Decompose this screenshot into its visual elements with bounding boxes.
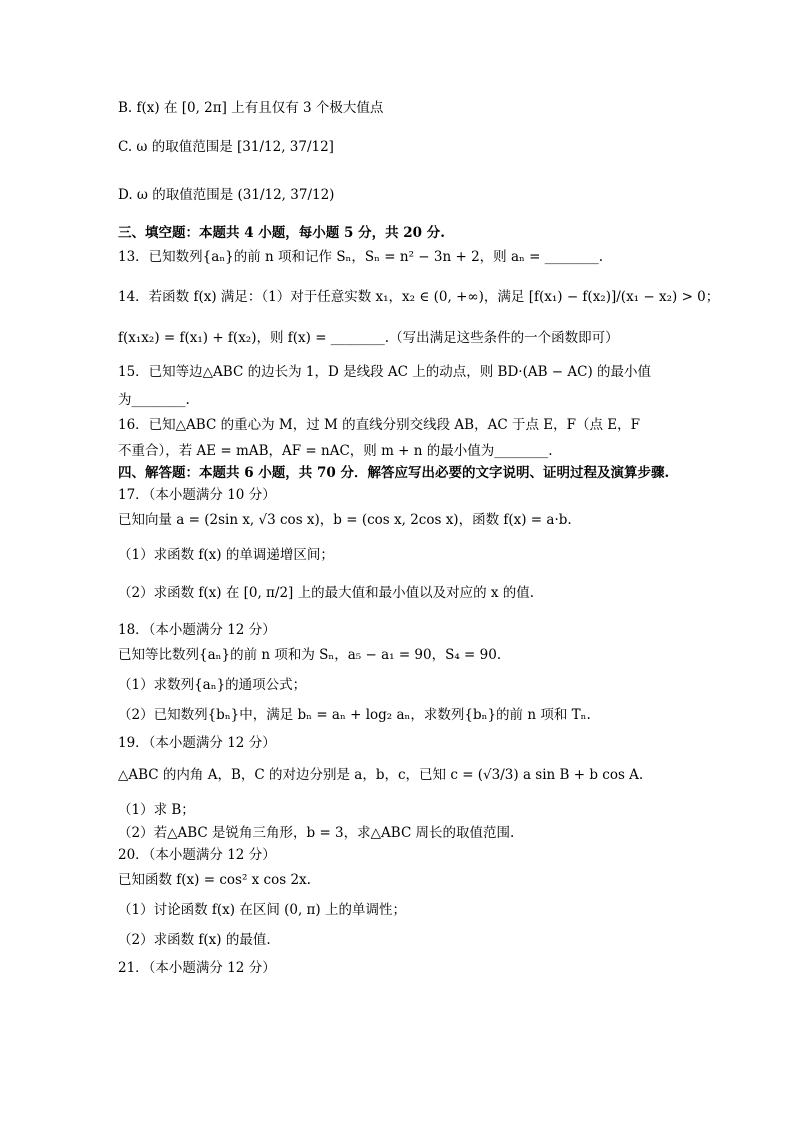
question-17-part1: （1）求函数 f(x) 的单调递增区间； [118,547,334,563]
option-c: C. ω 的取值范围是 [31/12, 37/12] [118,139,334,155]
question-17-stem: 已知向量 a = (2sin x, √3 cos x)，b = (cos x, 2cos x)，函数 f(x) = a·b. [118,512,572,528]
question-17-part2: （2）求函数 f(x) 在 [0, π/2] 上的最大值和最小值以及对应的 x 的值. [118,585,535,601]
question-20-header: 20．（本小题满分 12 分） [118,847,276,863]
question-20-stem: 已知函数 f(x) = cos² x cos 2x. [118,872,311,888]
question-19-header: 19．（本小题满分 12 分） [118,735,276,751]
question-18-part1: （1）求数列{aₙ}的通项公式； [118,677,307,693]
option-b: B. f(x) 在 [0, 2π] 上有且仅有 3 个极大值点 [118,100,384,116]
question-19-stem: △ABC 的内角 A，B，C 的对边分别是 a，b，c，已知 c = (√3/3) a sin B + b cos A. [118,767,644,783]
question-16-line2: 不重合），若 AE = mAB，AF = nAC，则 m + n 的最小值为________. [118,443,553,459]
question-14-line2: f(x₁x₂) = f(x₁) + f(x₂)，则 f(x) = ________.（写出满足这些条件的一个函数即可） [118,330,619,346]
question-16-line1: 16．已知△ABC 的重心为 M，过 M 的直线分别交线段 AB，AC 于点 E，F（点 E，F [118,417,640,433]
question-18-stem: 已知等比数列{aₙ}的前 n 项和为 Sₙ，a₅ − a₁ = 90，S₄ = 90. [118,647,502,663]
section-heading-fill-in: 三、填空题：本题共 4 小题，每小题 5 分，共 20 分. [118,225,445,241]
question-14-line1: 14．若函数 f(x) 满足：（1）对于任意实数 x₁，x₂ ∈ (0, +∞)，满足 [f(x₁) − f(x₂)]/(x₁ − x₂) > 0； [118,289,720,305]
question-20-part1: （1）讨论函数 f(x) 在区间 (0, π) 上的单调性； [118,902,406,918]
question-15-line1: 15．已知等边△ABC 的边长为 1，D 是线段 AC 上的动点，则 BD·(AB − AC) 的最小值 [118,364,652,380]
question-18-header: 18．（本小题满分 12 分） [118,622,276,638]
question-18-part2: （2）已知数列{bₙ}中，满足 bₙ = aₙ + log₂ aₙ，求数列{bₙ}的前 n 项和 Tₙ. [118,707,591,723]
question-19-part2: （2）若△ABC 是锐角三角形，b = 3，求△ABC 周长的取值范围. [118,825,515,841]
question-19-part1: （1）求 B； [118,802,195,818]
option-d: D. ω 的取值范围是 (31/12, 37/12) [118,187,335,203]
section-heading-answer: 四、解答题：本题共 6 小题，共 70 分．解答应写出必要的文字说明、证明过程及演算步骤. [118,465,670,481]
question-13: 13．已知数列{aₙ}的前 n 项和记作 Sₙ，Sₙ = n² − 3n + 2，则 aₙ = ________. [118,249,604,265]
question-17-header: 17．（本小题满分 10 分） [118,487,276,503]
question-21-header: 21．（本小题满分 12 分） [118,960,276,976]
question-15-line2: 为________. [118,392,190,408]
question-20-part2: （2）求函数 f(x) 的最值. [118,932,271,948]
